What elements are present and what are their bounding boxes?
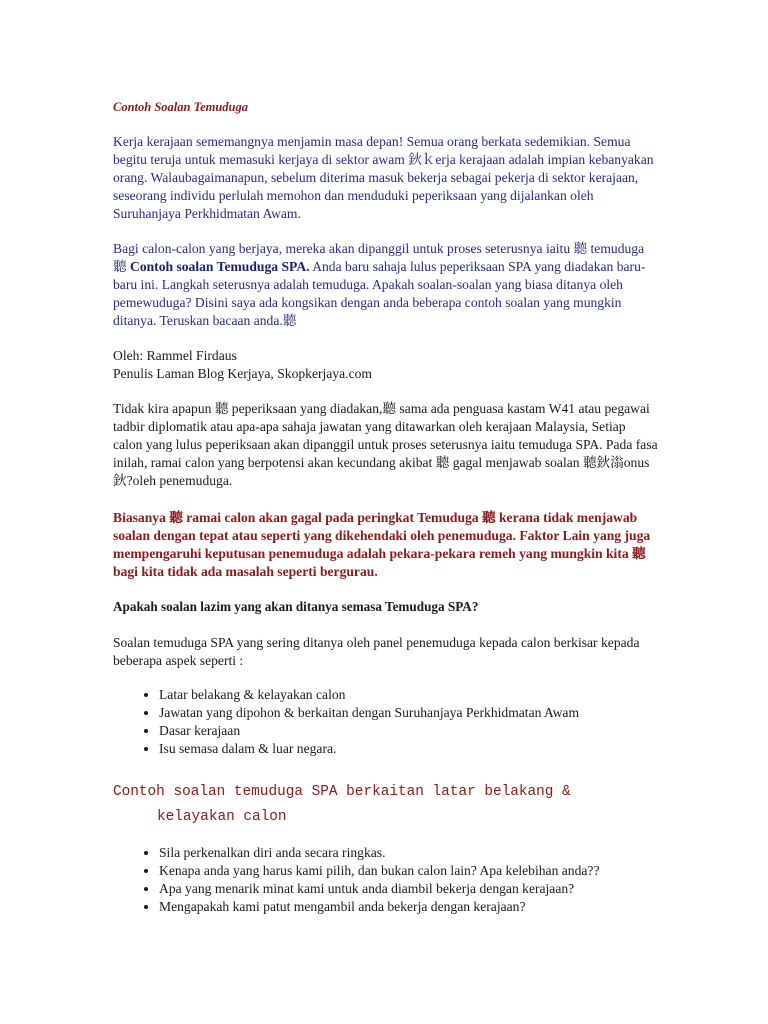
- list-item: • Apa yang menarik minat kami untuk anda diambil bekerja dengan kerajaan?: [159, 880, 658, 898]
- section-heading-line1: Contoh soalan temuduga SPA berkaitan latar belakang &: [113, 784, 571, 800]
- question-heading: Apakah soalan lazim yang akan ditanya semasa Temuduga SPA?: [113, 599, 479, 614]
- document-page: [113, 100, 658, 916]
- highlight-paragraph: Biasanya 聽 ramai calon akan gagal pada peringkat Temuduga 聽 kerana tidak menjawab soalan dengan tepat atau seperti yang dikehendaki oleh penemuduga. Faktor Lain yang juga mempengaruhi keputusan penemuduga adalah pekara-pekara remeh yang mungkin kita 聽 bagi kita tidak ada masalah seperti bergurau.: [113, 510, 651, 579]
- list-item: • Latar belakang & kelayakan calon: [159, 686, 658, 704]
- list-item: • Sila perkenalkan diri anda secara ringkas.: [159, 844, 658, 862]
- aspects-intro: Soalan temuduga SPA yang sering ditanya oleh panel penemuduga kepada calon berkisar kepada beberapa aspek seperti :: [113, 635, 640, 668]
- second-paragraph: [113, 240, 658, 330]
- fourth-paragraph: Tidak kira apapun 聽 peperiksaan yang diadakan,聽 sama ada penguasa kastam W41 atau pegawai tadbir diplomatik atau apa-apa sahaja jawatan yang ditawarkan oleh kerajaan Malaysia, Setiap calon yang lulus peperiksaan akan dipanggil untuk proses seterusnya iaitu temuduga SPA. Pada fasa inilah, ramai calon yang berpotensi akan kecundang akibat 聽 gagal menjawab soalan 聽鈥滃onus 鈥?oleh penemuduga.: [113, 401, 658, 488]
- second-paragraph-bold: Contoh soalan Temuduga SPA.: [130, 259, 310, 274]
- second-paragraph-start: Bagi calon-calon yang berjaya, mereka akan dipanggil untuk proses seterusnya iaitu 聽 temuduga 聽: [113, 241, 645, 274]
- list-item: • Kenapa anda yang harus kami pilih, dan bukan calon lain? Apa kelebihan anda??: [159, 862, 658, 880]
- author-block: [113, 347, 658, 383]
- document-title: Contoh Soalan Temuduga: [113, 100, 249, 114]
- questions-list: [113, 844, 658, 916]
- list-item: • Isu semasa dalam & luar negara.: [159, 740, 658, 758]
- list-item: • Mengapakah kami patut mengambil anda bekerja dengan kerajaan?: [159, 898, 658, 916]
- list-item: • Dasar kerajaan: [159, 722, 658, 740]
- author-role: Penulis Laman Blog Kerjaya, Skopkerjaya.com: [113, 366, 372, 381]
- aspects-list: [113, 686, 658, 758]
- section-heading: [113, 780, 658, 830]
- intro-paragraph: Kerja kerajaan sememangnya menjamin masa depan! Semua orang berkata sedemikian. Semua begitu teruja untuk memasuki kerjaya di sektor awam 鈥ｋerja kerajaan adalah impian kebanyakan orang. Walaubagaimanapun, sebelum diterima masuk bekerja sebagai pekerja di sektor kerajaan, seseorang individu perlulah memohon dan menduduki peperiksaan yang dijalankan oleh Suruhanjaya Perkhidmatan Awam.: [113, 134, 654, 221]
- section-heading-line2: kelayakan calon: [157, 809, 287, 825]
- author-line: Oleh: Rammel Firdaus: [113, 348, 237, 363]
- second-paragraph-end: Anda baru sahaja lulus peperiksaan SPA yang diadakan baru-baru ini. Langkah seterusnya adalah temuduga. Apakah soalan-soalan yang biasa ditanya oleh pemewuduga? Disini saya ada kongsikan dengan anda beberapa contoh soalan yang mungkin ditanya. Teruskan bacaan anda.聽: [113, 259, 646, 328]
- list-item: • Jawatan yang dipohon & berkaitan dengan Suruhanjaya Perkhidmatan Awam: [159, 704, 658, 722]
